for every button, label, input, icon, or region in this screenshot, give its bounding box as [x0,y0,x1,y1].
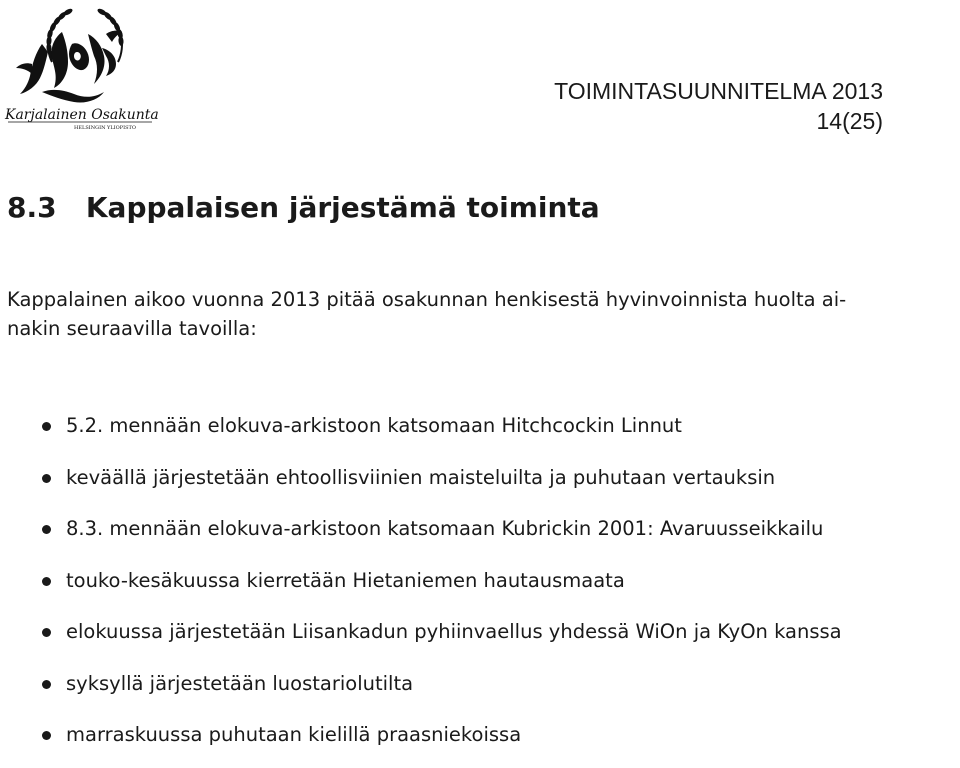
intro-line-1: Kappalainen aikoo vuonna 2013 pitää osakunnan henkisestä hyvinvoinnista huolta ai- [7,288,847,311]
list-item [0,510,960,562]
list-item-text: 5.2. mennään elokuva-arkistoon katsomaan Hitchcockin Linnut [66,414,682,437]
intro-paragraph [7,285,957,343]
list-item [0,665,960,717]
logo-org-subtitle: HELSINGIN YLIOPISTO [74,125,136,131]
list-item-text: touko-kesäkuussa kierretään Hietaniemen hautausmaata [66,568,625,592]
list-item [0,613,960,665]
logo-org-name: Karjalainen Osakunta [5,107,159,123]
document-header [554,76,883,136]
intro-line-2: nakin seuraavilla tavoilla: [7,317,257,340]
section-heading: 8.3 Kappalaisen järjestämä toiminta [7,191,600,224]
list-item-text: keväällä järjestetään ehtoollisviinien maisteluilta ja puhutaan vertauksin [66,465,776,489]
list-item-text: 8.3. mennään elokuva-arkistoon katsomaan Kubrickin 2001: Avaruusseikkailu [66,517,824,540]
bullet-icon [42,474,51,483]
activity-list [0,407,960,768]
heraldic-figures-icon [16,31,122,103]
list-item [0,562,960,614]
list-item-text: elokuussa järjestetään Liisankadun pyhiinvaellus yhdessä WiOn ja KyOn kanssa [66,620,842,643]
page-number: 14(25) [816,108,883,134]
document-title: TOIMINTASUUNNITELMA 2013 [554,78,883,104]
bullet-icon [42,422,51,431]
bullet-icon [42,680,51,689]
bullet-icon [42,731,51,740]
bullet-icon [42,577,51,586]
karjalainen-osakunta-logo [2,4,160,132]
bullet-icon [42,525,51,534]
bullet-icon [42,628,51,637]
list-item [0,716,960,768]
list-item-text: marraskuussa puhutaan kielillä praasniekoissa [66,723,522,746]
list-item-text: syksyllä järjestetään luostariolutilta [66,671,414,695]
list-item [0,407,960,459]
list-item [0,459,960,511]
